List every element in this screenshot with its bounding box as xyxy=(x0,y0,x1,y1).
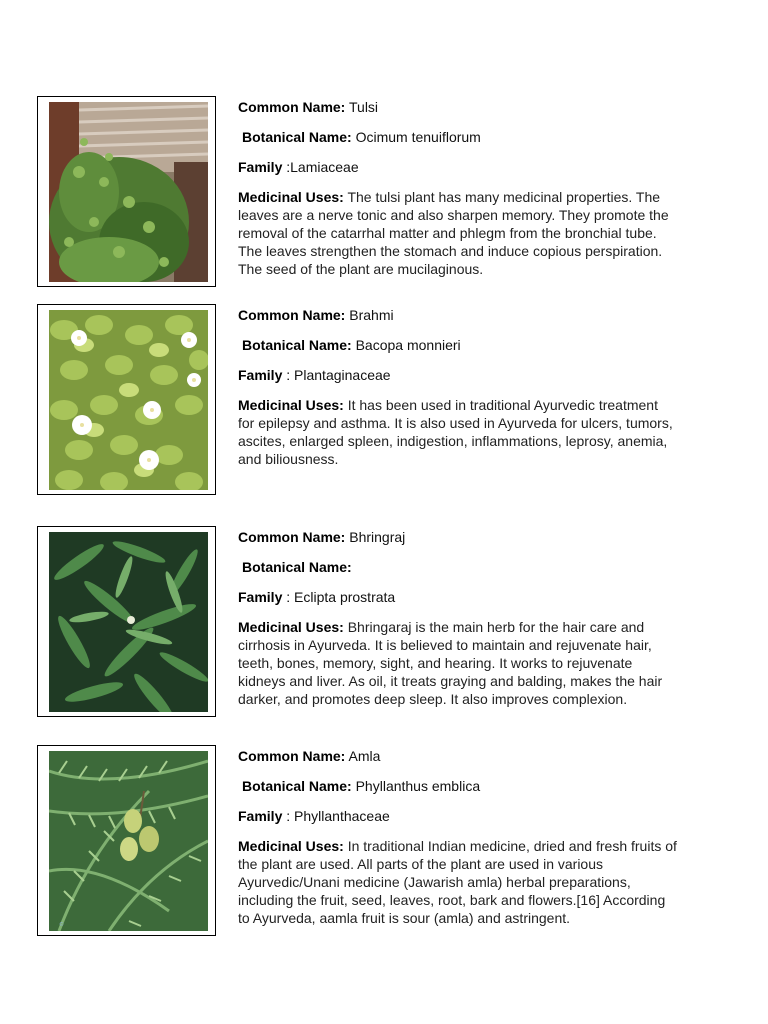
amla-botanical-name: Botanical Name: Phyllanthus emblica xyxy=(242,778,481,794)
brahmi-family: Family : Plantaginaceae xyxy=(238,367,391,383)
bhringraj-botanical-name: Botanical Name: xyxy=(242,559,352,575)
bhringraj-common-name: Common Name: Bhringraj xyxy=(238,529,406,545)
brahmi-photo xyxy=(49,310,208,490)
bhringraj-family: Family : Eclipta prostrata xyxy=(238,589,396,605)
brahmi-common-name: Common Name: Brahmi xyxy=(238,307,394,323)
bhringraj-photo xyxy=(49,532,208,712)
amla-medicinal-uses: Medicinal Uses: In traditional Indian medicine, dried and fresh fruits of the plant are used. All parts of the plant are used in various Ayurvedic/Unani medicine (Jawarish amla) herbal preparations, including the fruit, seed, leaves, root, bark and flowers.[16] According to Ayurveda, aamla fruit is sour (amla) and astringent. xyxy=(238,838,677,926)
svg-text:©: © xyxy=(59,922,64,928)
tulsi-photo xyxy=(49,102,208,282)
amla-family: Family : Phyllanthaceae xyxy=(238,808,390,824)
tulsi-common-name: Common Name: Tulsi xyxy=(238,99,379,115)
brahmi-medicinal-uses: Medicinal Uses: It has been used in traditional Ayurvedic treatment for epilepsy and asthma. It is also used in Ayurveda for ulcers, tumors, ascites, enlarged spleen, indigestion, inflammations, leprosy, anemia, and biliousness. xyxy=(238,397,673,467)
amla-photo xyxy=(49,751,208,931)
amla-common-name: Common Name: Amla xyxy=(238,748,381,764)
bhringraj-photo-frame xyxy=(37,526,216,717)
tulsi-botanical-name: Botanical Name: Ocimum tenuiflorum xyxy=(242,129,481,145)
brahmi-botanical-name: Botanical Name: Bacopa monnieri xyxy=(242,337,461,353)
brahmi-photo-frame xyxy=(37,304,216,495)
tulsi-family: Family :Lamiaceae xyxy=(238,159,359,175)
tulsi-medicinal-uses: Medicinal Uses: The tulsi plant has many medicinal properties. The leaves are a nerve tonic and also sharpen memory. They promote the removal of the catarrhal matter and phlegm from the bronchial tube. The leaves strengthen the stomach and induce copious perspiration. The seed of the plant are mucilaginous. xyxy=(238,189,669,277)
tulsi-photo-frame xyxy=(37,96,216,287)
amla-photo-frame xyxy=(37,745,216,936)
bhringraj-medicinal-uses: Medicinal Uses: Bhringaraj is the main herb for the hair care and cirrhosis in Ayurveda. It is believed to maintain and rejuvenate hair, teeth, bones, memory, sight, and hearing. It works to rejuvenate kidneys and liver. As oil, it treats graying and balding, makes the hair darker, and promotes deep sleep. It also improves complexion. xyxy=(238,619,663,707)
